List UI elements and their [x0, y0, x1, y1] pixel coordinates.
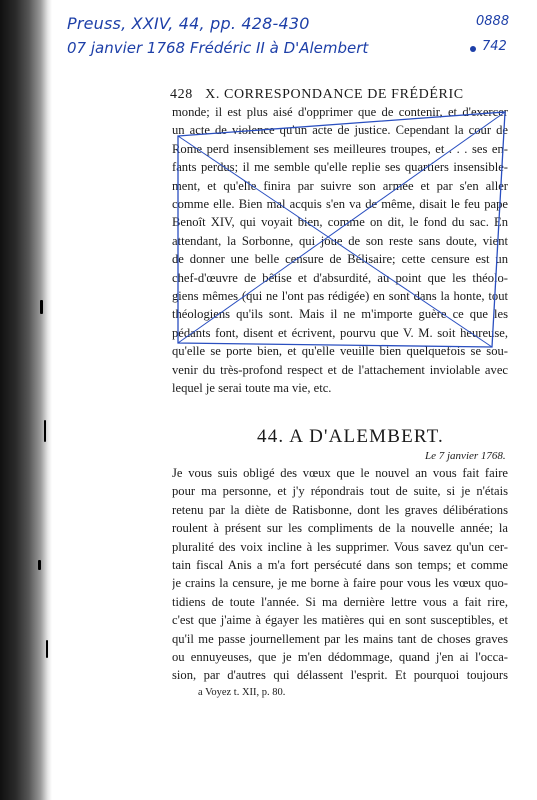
text-line: venir du très-profond respect et de l'attachement inviolable avec: [172, 362, 508, 377]
page-number: 428: [170, 87, 193, 102]
text-line: pédants font, disent et écrivent, pourvu que V. M. soit heureuse,: [172, 325, 508, 340]
text-line: tidiens de toute l'année. Si ma dernière lettre vous a fait rire,: [172, 594, 508, 609]
previous-letter-text: [172, 103, 508, 398]
letter-heading: 44. A D'ALEMBERT.: [257, 426, 445, 447]
running-title: X. CORRESPONDANCE DE FRÉDÉRIC: [205, 87, 464, 102]
text-line: chef-d'œuvre de bêtise et d'absurdité, au point que les théolo-: [172, 270, 508, 285]
text-line: Benoît XIV, qui voyait bien, comme on dit, le fond du sac. En: [172, 215, 508, 230]
text-line: je crains la censure, je me borne à faire pour vous les vœux quo-: [172, 576, 508, 591]
text-line: roulent à présent sur les compliments de la nouvelle année; la: [172, 521, 508, 536]
binding-shadow: [0, 0, 52, 800]
text-line: tain fiscal Anis a m'a fort persécuté dans son temps; et comme: [172, 558, 508, 573]
text-line: comme elle. Bien mal acquis s'en va de même, disait le feu pape: [172, 197, 508, 212]
text-line: ou ennuyeuses, que je m'en dédommage, quand j'en ai l'occa-: [172, 650, 508, 665]
text-line: Rome perd insensiblement ses meilleures troupes, et . . . ses en-: [172, 141, 508, 156]
text-line: de donner une belle censure de Bélisaire; cette censure est un: [172, 252, 508, 267]
text-line: qu'elle se porte bien, et qu'elle veuille bien quelquefois se sou-: [172, 344, 508, 359]
footnote: a Voyez t. XII, p. 80.: [198, 687, 286, 698]
text-line: lequel je serai toute ma vie, etc.: [172, 381, 332, 396]
running-head: [170, 87, 464, 103]
handwritten-source: Preuss, XXIV, 44, pp. 428-430: [67, 14, 310, 33]
bullet-dot: [470, 46, 476, 52]
text-line: fants perdus; il me semble qu'elle replie ses quartiers insensible-: [172, 160, 508, 175]
letter-text: [172, 464, 508, 685]
text-line: giens mêmes (qui ne l'ont pas rédigée) en sont dans la honte, tout: [172, 289, 508, 304]
text-line: monde; il est plus aisé d'opprimer que de contenir, et d'exercer: [172, 105, 508, 119]
text-line: pluralité des voix incline à les supprimer. Vous savez qu'un cer-: [172, 539, 508, 554]
text-line: un acte de violence qu'un acte de justice. Cependant la cour de: [172, 123, 508, 138]
handwritten-number-top: 0888: [476, 14, 510, 29]
handwritten-date: 07 janvier 1768 Frédéric II à D'Alembert: [67, 39, 369, 57]
text-line: théologiens qu'ils sont. Mais il ne m'importe guère ce que les: [172, 307, 508, 322]
text-line: qu'il me passe journellement par les mains tant de choses graves: [172, 631, 508, 646]
text-line: retenu par la diète de Ratisbonne, dont les graves délibérations: [172, 502, 508, 517]
handwritten-number-bottom: 742: [482, 39, 507, 54]
text-line: attendant, la Sorbonne, qui joue de son reste sans doute, vient: [172, 233, 508, 248]
letter-date: Le 7 janvier 1768.: [425, 450, 506, 462]
text-line: sion, par d'autres qui délassent l'esprit. Et pourquoi toujours: [172, 668, 508, 683]
text-line: c'est que j'aime à égayer les matières qui en sont susceptibles, et: [172, 613, 508, 628]
text-line: pour ma personne, et j'y répondrais tout de suite, si je n'étais: [172, 484, 508, 499]
text-line: Je vous suis obligé des vœux que le nouvel an vous fait faire: [172, 466, 508, 480]
text-line: ment, et qu'elle finira par suivre son armée et par s'en aller: [172, 178, 508, 193]
